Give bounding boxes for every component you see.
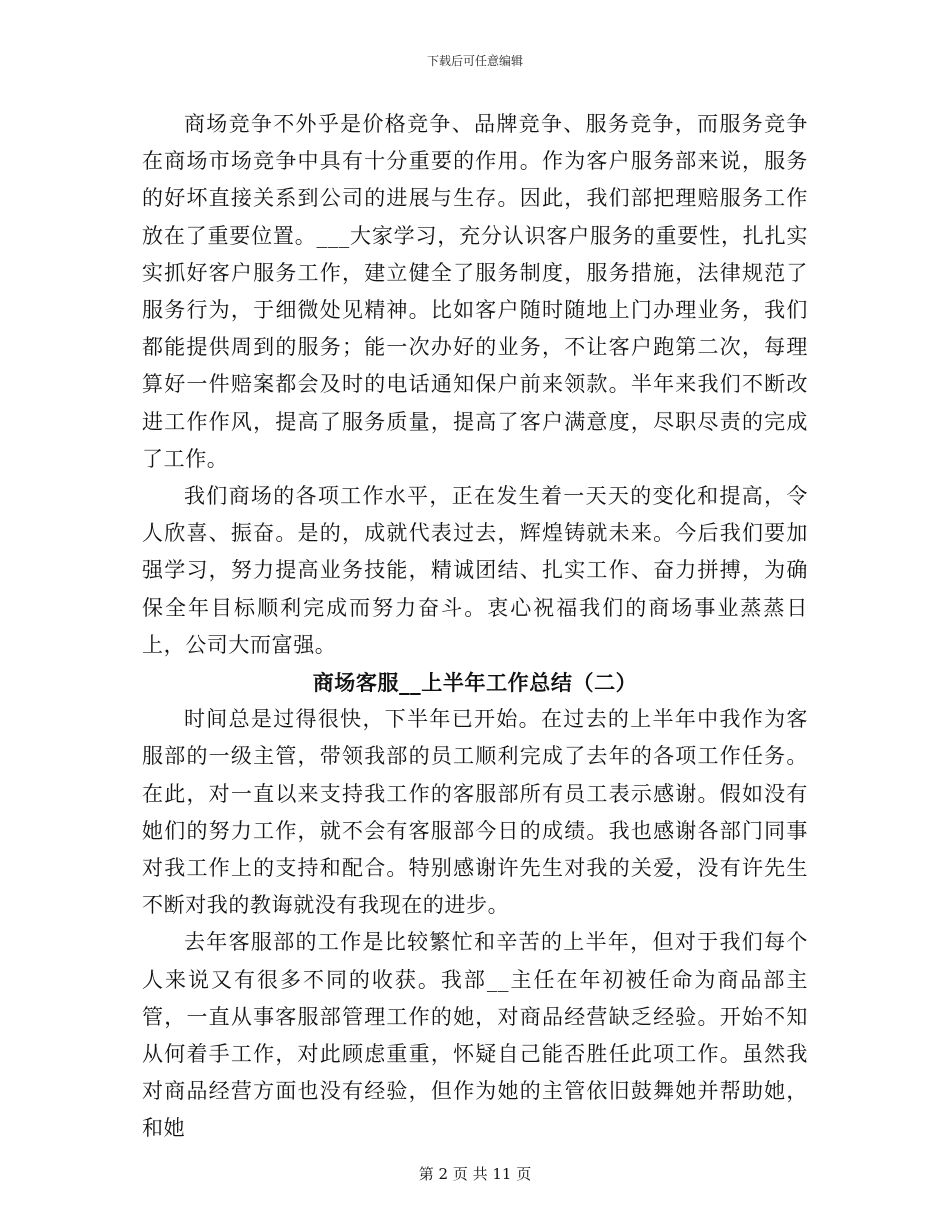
paragraph-time-flies: 时间总是过得很快，下半年已开始。在过去的上半年中我作为客服部的一级主管，带领我部的员工顺利完成了去年的各项工作任务。在此，对一直以来支持我工作的客服部所有员工表示感谢。假如没有她们的努力工作，就不会有客服部今日的成绩。我也感谢各部门同事对我工作上的支持和配合。特别感谢许先生对我的关爱，没有许先生不断对我的教诲就没有我现在的进步。 xyxy=(142,707,808,918)
page-footer-number: 第 2 页 共 11 页 xyxy=(418,1165,532,1183)
paragraph-mall-progress: 我们商场的各项工作水平，正在发生着一天天的变化和提高，令人欣喜、振奋。是的，成就代表过去，辉煌铸就未来。今后我们要加强学习，努力提高业务技能，精诚团结、扎实工作、奋力拼搏，为确保全年目标顺利完成而努力奋斗。衷心祝福我们的商场事业蒸蒸日上，公司大而富强。 xyxy=(142,484,808,657)
document-body xyxy=(142,106,808,1148)
section-title: 商场客服__上半年工作总结（二） xyxy=(312,670,638,696)
paragraph-service-competition: 商场竞争不外乎是价格竞争、品牌竞争、服务竞争，而服务竞争在商场市场竞争中具有十分重要的作用。作为客户服务部来说，服务的好坏直接关系到公司的进展与生存。因此，我们部把理赔服务工作放在了重要位置。___大家学习，充分认识客户服务的重要性，扎扎实实抓好客户服务工作，建立健全了服务制度，服务措施，法律规范了服务行为，于细微处见精神。比如客户随时随地上门办理业务，我们都能提供周到的服务；能一次办好的业务，不让客户跑第二次，每理算好一件赔案都会及时的电话通知保户前来领款。半年来我们不断改进工作作风，提高了服务质量，提高了客户满意度，尽职尽责的完成了工作。 xyxy=(142,112,808,471)
paragraph-busy-half-year: 去年客服部的工作是比较繁忙和辛苦的上半年，但对于我们每个人来说又有很多不同的收获。我部__主任在年初被任命为商品部主管，一直从事客服部管理工作的她，对商品经营缺乏经验。开始不知从何着手工作，对此顾虑重重，怀疑自己能否胜任此项工作。虽然我对商品经营方面也没有经验，但作为她的主管依旧鼓舞她并帮助她，和她 xyxy=(142,930,808,1141)
page-header-note: 下载后可任意编辑 xyxy=(426,54,523,68)
